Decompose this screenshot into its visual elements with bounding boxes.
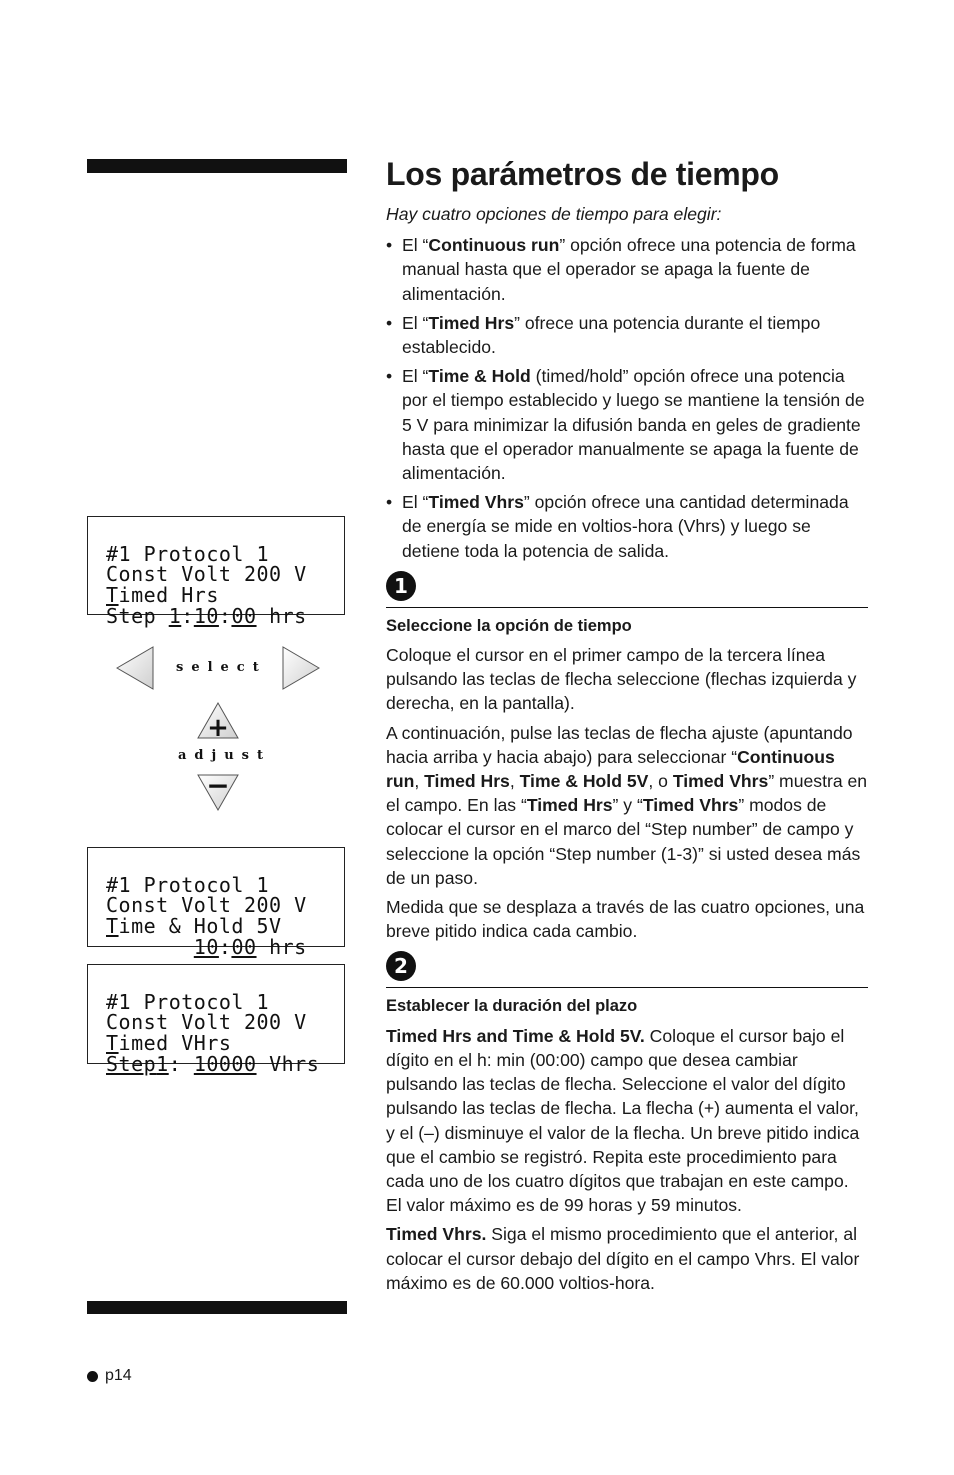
lcd-line-1: #1 Protocol 1: [106, 989, 270, 1014]
lcd-line-1: #1 Protocol 1: [106, 872, 270, 897]
select-left-arrow[interactable]: [117, 647, 153, 689]
lcd-display-time-hold: [87, 847, 345, 959]
select-label: select: [176, 660, 267, 675]
lcd-line-2: Const Volt 200 V: [106, 1010, 307, 1035]
lcd-line-4: Step 1:10:00 hrs: [106, 603, 307, 628]
lcd-line-4: Step1: 10000 Vhrs: [106, 1051, 320, 1076]
page-title: Los parámetros de tiempo: [386, 156, 779, 192]
adjust-label: adjust: [178, 748, 271, 763]
lcd-line-2: Const Volt 200 V: [106, 562, 307, 587]
list-item: • El “Timed Vhrs” opción ofrece una cantidad determinada de energía se mide en voltios-hora (Vhrs) y luego se detiene toda la potencia de salida.: [386, 492, 849, 561]
step-2-badge: 2: [386, 951, 416, 981]
minus-glyph: −: [206, 769, 230, 802]
divider: [386, 607, 868, 608]
list-item: • El “Time & Hold (timed/hold” opción ofrece una potencia por el tiempo establecido y luego se mantiene la tensión de 5 V para minimizar la difusión banda en geles de gradiente hasta que el operador manualmente se apaga la fuente de alimentación.: [386, 366, 865, 484]
list-item: • El “Timed Hrs” ofrece una potencia durante el tiempo establecido.: [386, 312, 821, 358]
top-rule-bar: [87, 159, 347, 173]
step-2-heading: Establecer la duración del plazo: [386, 997, 638, 1016]
lcd-line-3: Timed VHrs: [106, 1031, 232, 1056]
step-2-paragraph-1: Timed Hrs and Time & Hold 5V. Coloque el cursor bajo el dígito en el h: min (00:00) campo que desea cambiar pulsando las teclas de flecha. Seleccione el valor del dígito pulsando las teclas de flecha. La flecha (+) aumenta el valor, y el (–) disminuye el valor de la flecha. Un breve pitido indica que el cambio se registró. Repita este procedimiento para cada uno de los cuatro dígitos que trabajan en este campo. El valor máximo es de 99 horas y 59 minutos.: [386, 1025, 860, 1216]
lcd-line-3: Timed Hrs: [106, 583, 219, 608]
step-1-badge: 1: [386, 571, 416, 601]
plus-glyph: +: [207, 713, 229, 743]
step-1-paragraph-3: Medida que se desplaza a través de las cuatro opciones, una breve pitido indica cada cambio.: [386, 897, 865, 942]
bullet-dot-icon: [87, 1371, 98, 1382]
page-footer: [87, 1367, 132, 1385]
lcd-display-timed-hrs: [87, 516, 345, 628]
step-2-paragraph-2: Timed Vhrs. Siga el mismo procedimiento que el anterior, al colocar el cursor debajo del dígito en el campo Vhrs. El valor máximo es de 60.000 voltios-hora.: [386, 1224, 860, 1293]
lcd-line-2: Const Volt 200 V: [106, 893, 307, 918]
lcd-line-3: Time & Hold 5V: [106, 914, 282, 939]
page-number: p14: [105, 1367, 132, 1384]
intro-text: Hay cuatro opciones de tiempo para elegir:: [386, 204, 722, 224]
step-1-paragraph-1: Coloque el cursor en el primer campo de la tercera línea pulsando las teclas de flecha seleccione (flechas izquierda y derecha, en la pantalla).: [386, 645, 857, 714]
bottom-rule-bar: [87, 1301, 347, 1314]
main-column: [386, 156, 868, 1300]
lcd-line-1: #1 Protocol 1: [106, 541, 270, 566]
divider: [386, 987, 868, 988]
lcd-display-timed-vhrs: [87, 964, 345, 1076]
step-1-paragraph-2: A continuación, pulse las teclas de flecha ajuste (apuntando hacia arriba y hacia abajo) para seleccionar “Continuous run, Timed Hrs, Time & Hold 5V, o Timed Vhrs” muestra en el campo. En las “Timed Hrs” y “Timed Vhrs” modos de colocar el cursor en el marco del “Step number” de campo y seleccione la opción “Step number (1-3)” si usted desea más de un paso.: [386, 722, 868, 888]
options-list: [386, 233, 868, 563]
list-item: • El “Continuous run” opción ofrece una potencia de forma manual hasta que el operador se apaga la fuente de alimentación.: [386, 235, 856, 304]
lcd-line-4: 10:00 hrs: [193, 934, 307, 959]
step-1-heading: Seleccione la opción de tiempo: [386, 616, 632, 635]
select-right-arrow[interactable]: [283, 647, 319, 689]
